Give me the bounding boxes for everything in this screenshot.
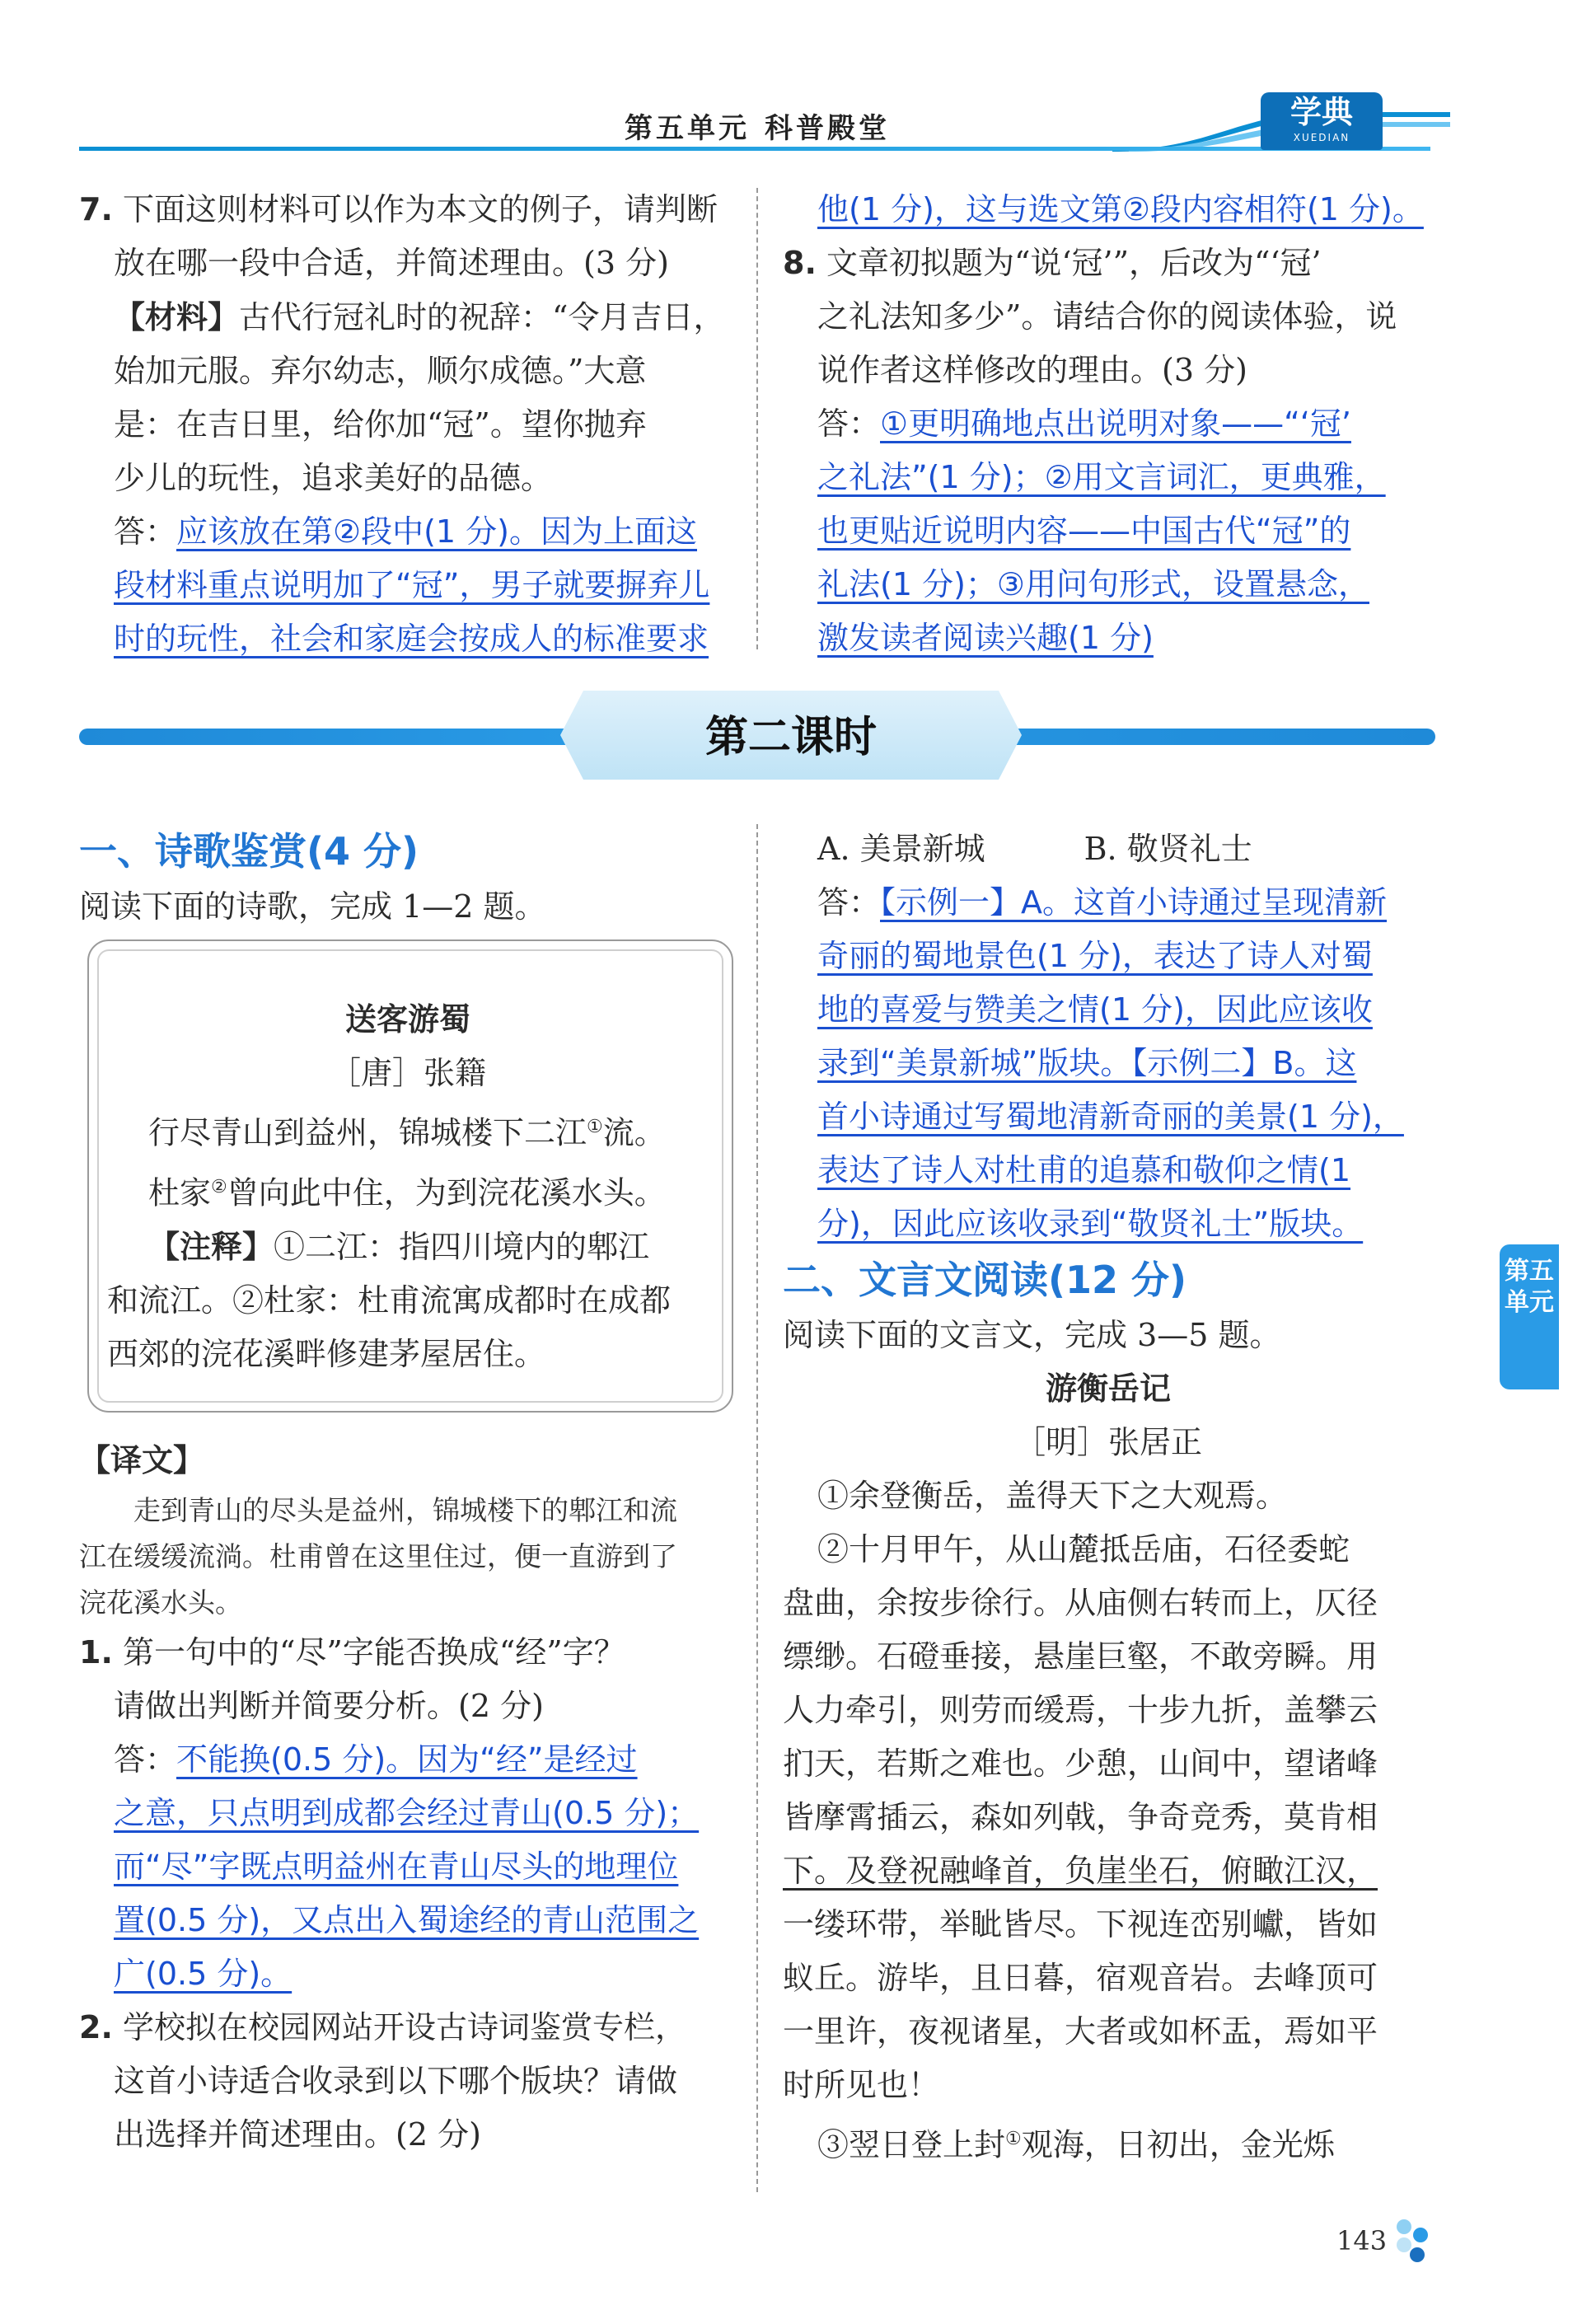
note-text: 和流江。②杜家：杜甫流寓成都时在成都 (107, 1282, 672, 1319)
section-intro: 阅读下面的诗歌，完成 1—2 题。 (79, 888, 546, 925)
poem-text: 行尽青山到益州，锦城楼下二江 (148, 1114, 587, 1151)
poem-title: 送客游蜀 (344, 1001, 470, 1038)
translation-text: 江在缓缓流淌。杜甫曾在这里住过，便一直游到了 (79, 1540, 677, 1572)
essay-text: 扪天，若斯之难也。少憩，山间中，望诸峰 (783, 1745, 1378, 1782)
section-intro: 阅读下面的文言文，完成 3—5 题。 (783, 1317, 1281, 1353)
question-text: 下面这则材料可以作为本文的例子，请判断 (122, 191, 718, 227)
question-1 (79, 1626, 730, 1680)
page-number: 143 (1336, 2225, 1388, 2256)
answer-text: 而“尽”字既点明益州在青山尽头的地理位 (114, 1848, 679, 1885)
answer-text: 地的喜爱与赞美之情(1 分)，因此应该收 (817, 991, 1373, 1028)
option-b: B. 敬贤礼士 (1084, 831, 1252, 867)
essay-text: 观海，日初出，金光烁 (1021, 2126, 1335, 2163)
brand-logo (1261, 92, 1383, 150)
question-text: 放在哪一段中合适，并简述理由。(3 分) (114, 245, 669, 281)
answer-text: 礼法(1 分)；③用问句形式，设置悬念， (817, 566, 1369, 602)
question-text: 文章初拟题为“说‘冠’”，后改为“‘冠’ (826, 245, 1322, 281)
question-text: 请做出判断并简要分析。(2 分) (114, 1688, 544, 1724)
answer-label: 答： (114, 513, 177, 550)
question-text: 出选择并简述理由。(2 分) (114, 2116, 481, 2153)
unit-side-tab[interactable]: 第五单元 (1500, 1244, 1559, 1389)
question-text: 之礼法知多少”。请结合你的阅读体验，说 (817, 298, 1397, 335)
note-text: 西郊的浣花溪畔修建茅屋居住。 (107, 1336, 546, 1373)
question-text: 这首小诗适合收录到以下哪个版块？请做 (114, 2063, 678, 2099)
essay-text: 盘曲，余按步徐行。从庙侧右转而上，仄径 (783, 1585, 1378, 1621)
header-title (610, 105, 890, 146)
essay-text: 一缕环带，举眦皆尽。下视连峦别巘，皆如 (783, 1906, 1378, 1942)
poem-author: ［唐］张籍 (329, 1055, 486, 1091)
essay-text: 缥缈。石磴垂接，悬崖巨壑，不敢旁瞬。用 (783, 1638, 1378, 1675)
answer (783, 397, 1434, 451)
answer-label: 答： (114, 1741, 177, 1778)
poem-text: 流。 (602, 1114, 666, 1151)
essay-title: 游衡岳记 (1045, 1371, 1171, 1407)
column-divider-bottom (756, 824, 758, 2192)
option-a: A. 美景新城 (817, 831, 985, 867)
answer-text: 时的玩性，社会和家庭会按成人的标准要求 (114, 621, 709, 657)
essay-text: 人力牵引，则劳而缓焉，十步九折，盖攀云 (783, 1692, 1378, 1728)
answer-text: 【示例一】A。这首小诗通过呈现清新 (880, 884, 1388, 921)
answer-text: 他(1 分)，这与选文第②段内容相符(1 分)。 (817, 191, 1424, 227)
question-number: 8. (783, 245, 817, 281)
column-divider-top (756, 188, 758, 649)
poem (107, 993, 709, 1381)
header-unit: 第五单元 (625, 112, 750, 145)
header-topic: 科普殿堂 (765, 112, 890, 145)
essay-text: 蚁丘。游毕，且日暮，宿观音岩。去峰顶可 (783, 1960, 1378, 1996)
material-text: 少儿的玩性，追求美好的品德。 (114, 460, 553, 496)
answer-text: 置(0.5 分)，又点出入蜀途经的青山范围之 (114, 1902, 700, 1938)
section-heading: 一、诗歌鉴赏(4 分) (79, 829, 419, 874)
material-text: 古代行冠礼时的祝辞：“令月吉日， (239, 299, 725, 335)
answer-text: 表达了诗人对杜甫的追慕和敬仰之情(1 (817, 1152, 1351, 1188)
question-8 (783, 237, 1434, 290)
question-number: 2. (79, 2009, 113, 2045)
answer-text: ①更明确地点出说明对象——“‘冠’ (880, 405, 1351, 442)
answer-text: 也更贴近说明内容——中国古代“冠”的 (817, 513, 1351, 549)
top-left-column (79, 183, 730, 666)
footnote-mark: ① (1005, 2129, 1022, 2149)
answer-text: 段材料重点说明加了“冠”，男子就要摒弃儿 (114, 567, 710, 603)
logo-en: XUEDIAN (1293, 132, 1350, 143)
answer (783, 876, 1434, 930)
section-banner-title: 第二课时 (704, 713, 877, 762)
answer-text: 应该放在第②段中(1 分)。因为上面这 (176, 513, 697, 550)
essay-text: 皆摩霄插云，森如列戟，争奇竞秀，莫肯相 (783, 1799, 1378, 1835)
answer-text: 不能换(0.5 分)。因为“经”是经过 (176, 1741, 638, 1778)
bottom-right-column (783, 822, 1434, 2172)
answer-text: 奇丽的蜀地景色(1 分)，表达了诗人对蜀 (817, 938, 1373, 974)
poem-line (107, 1100, 709, 1160)
answer (79, 1733, 730, 1787)
question-number: 7. (79, 191, 113, 227)
section-heading: 二、文言文阅读(12 分) (783, 1258, 1187, 1302)
material (79, 290, 730, 344)
material-text: 是：在吉日里，给你加“冠”。望你抛弃 (114, 406, 647, 443)
answer-label: 答： (817, 405, 881, 442)
essay-text: ③翌日登上封 (817, 2126, 1006, 2163)
poem-line (107, 1160, 709, 1221)
essay-text: 时所见也！ (783, 2067, 940, 2103)
translation-text: 浣花溪水头。 (79, 1586, 242, 1619)
footnote-mark: ① (587, 1117, 603, 1137)
bottom-left-column (79, 822, 730, 934)
essay-author: ［明］张居正 (1013, 1424, 1202, 1460)
question-text: 学校拟在校园网站开设古诗词鉴赏专栏， (122, 2009, 686, 2045)
bottom-left-lower (79, 1434, 730, 2162)
question-number: 1. (79, 1634, 113, 1670)
question-7 (79, 183, 730, 237)
essay-text: 一里许，夜视诸星，大者或如杯盂，焉如平 (783, 2013, 1378, 2050)
logo-cn: 学典 (1289, 94, 1353, 130)
material-text: 始加元服。弃尔幼志，顺尔成德。”大意 (114, 353, 647, 389)
translation-label: 【译文】 (79, 1442, 205, 1478)
poem-text: 曾向此中住，为到浣花溪水头。 (227, 1174, 666, 1211)
poem-note (107, 1220, 709, 1274)
translation-text: 走到青山的尽头是益州，锦城楼下的郫江和流 (133, 1494, 677, 1526)
answer-text: 广(0.5 分)。 (114, 1956, 293, 1992)
poem-text: 杜家 (148, 1174, 212, 1211)
header-rule (79, 147, 1430, 151)
essay-paragraph (783, 2112, 1434, 2172)
answer-text: 分)，因此应该收录到“敬贤礼士”版块。 (817, 1206, 1364, 1242)
answer-text: 激发读者阅读兴趣(1 分) (817, 620, 1154, 656)
essay-paragraph: ②十月甲午，从山麓抵岳庙，石径委蛇 (817, 1531, 1350, 1567)
answer-text: 之礼法”(1 分)；②用文言词汇，更典雅， (817, 459, 1386, 495)
options (783, 822, 1434, 876)
essay-paragraph: ①余登衡岳，盖得天下之大观焉。 (817, 1478, 1288, 1514)
essay-text: 下。及登祝融峰首，负崖坐石，俯瞰江汉， (783, 1853, 1378, 1889)
hexagon-dots-decoration (1392, 2217, 1442, 2266)
footnote-mark: ② (211, 1176, 227, 1197)
answer-text: 录到“美景新城”版块。【示例二】B。这 (817, 1045, 1357, 1081)
answer-text: 之意，只点明到成都会经过青山(0.5 分)； (114, 1795, 700, 1831)
question-text: 第一句中的“尽”字能否换成“经”字？ (122, 1634, 625, 1670)
note-text: ①二江：指四川境内的郫江 (274, 1229, 650, 1266)
question-2 (79, 2001, 730, 2055)
material-label: 【材料】 (114, 298, 240, 335)
top-right-column (783, 183, 1434, 665)
answer-text: 首小诗通过写蜀地清新奇丽的美景(1 分)， (817, 1099, 1404, 1135)
question-text: 说作者这样修改的理由。(3 分) (817, 352, 1247, 388)
answer (79, 505, 730, 559)
note-label: 【注释】 (148, 1228, 274, 1266)
answer-label: 答： (817, 884, 881, 921)
